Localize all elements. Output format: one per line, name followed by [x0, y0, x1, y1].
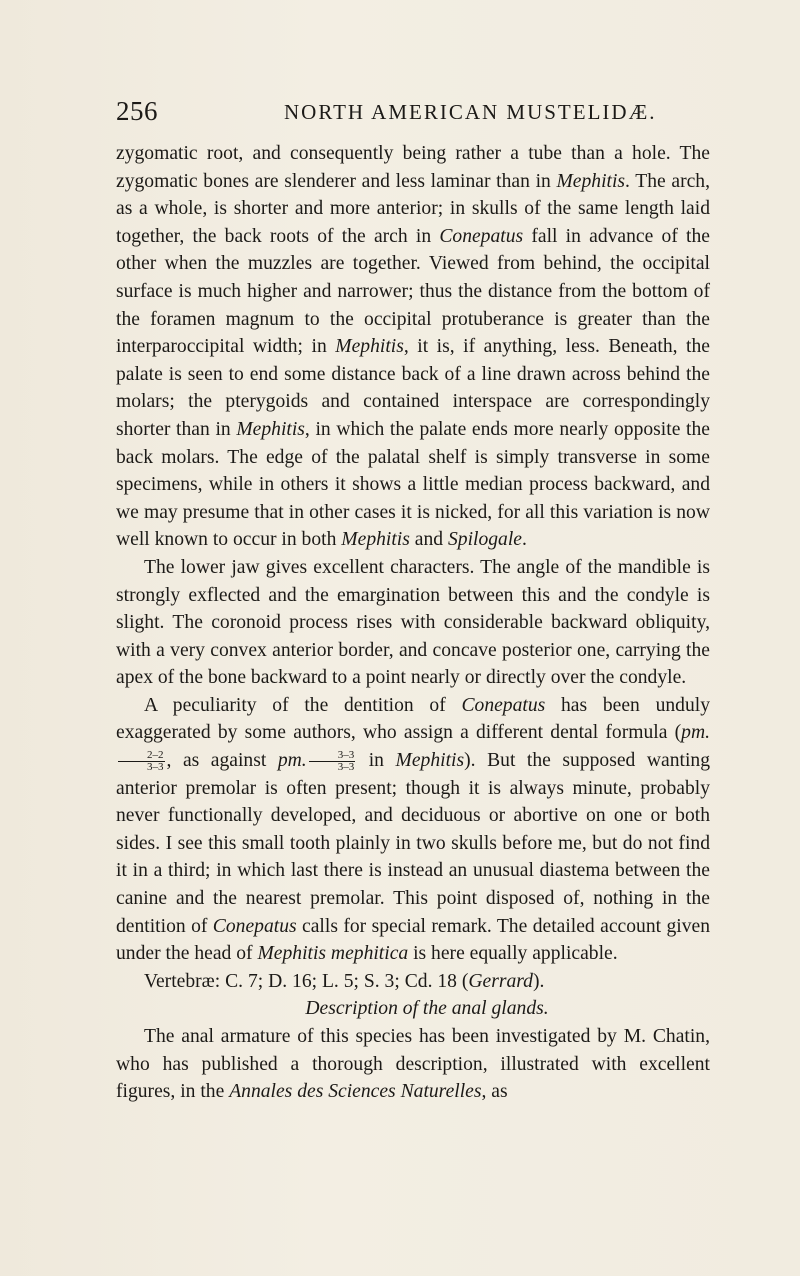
running-head: NORTH AMERICAN MUSTELIDÆ.	[284, 100, 657, 124]
dental-formula-fraction: $\frac{2-2}{3-3}$	[118, 750, 165, 773]
paragraph-anal-glands: The anal armature of this species has been investigated by M. Chatin, who has published a thorough description, illustrated with excellent figures, in the Annales des Sciences Naturelles, as	[116, 1026, 710, 1103]
paragraph-vertebrae: Vertebræ: C. 7; D. 16; L. 5; S. 3; Cd. 18 (Gerrard).	[144, 970, 545, 992]
page-header	[116, 96, 702, 130]
paragraph-dentition: A peculiarity of the dentition of Conepatus has been unduly exaggerated by some authors, who assign a different dental formula (pm. $\frac{2-2}{3-3}$ , as against pm. $\frac{3-3}{3-3}$ in Mephitis). But the supposed wanting anterior premolar is often present; though it is always minute, probably never functionally developed, and deciduous or abortive on one or both sides. I see this small tooth plainly in two skulls before me, but do not find it in a third; in which last there is instead an unusual diastema between the canine and the nearest premolar. This point disposed of, nothing in the dentition of Conepatus calls for special remark. The detailed account given under the head of Mephitis mephitica is here equally applicable.	[116, 694, 710, 965]
paragraph-lower-jaw: The lower jaw gives excellent characters. The angle of the mandible is strongly exflected and the emargination between this and the condyle is slight. The coronoid process rises with considerable backward obliquity, with a very convex anterior border, and concave posterior one, carrying the apex of the bone backward to a point nearly or directly over the condyle.	[116, 556, 710, 689]
dental-formula-fraction: $\frac{3-3}{3-3}$	[309, 750, 356, 773]
section-heading: Description of the anal glands.	[305, 998, 549, 1020]
paragraph-skull: zygomatic root, and consequently being rather a tube than a hole. The zygomatic bones are slenderer and less laminar than in Mephitis. The arch, as a whole, is shorter and more anterior; in skulls of the same length laid together, the back roots of the arch in Conepatus fall in advance of the other when the muzzles are together. Viewed from behind, the occipital surface is much higher and narrower; thus the distance from the bottom of the foramen magnum to the occipital protuberance is greater than the interparoccipital width; in Mephitis, it is, if anything, less. Beneath, the palate is seen to end some distance back of a line drawn across behind the molars; the pterygoids and contained interspace are correspondingly shorter than in Mephitis, in which the palate ends more nearly opposite the back molars. The edge of the palatal shelf is simply transverse in some specimens, while in others it shows a little median process backward, and we may presume that in other cases it is nicked, for all this variation is now well known to occur in both Mephitis and Spilogale.	[116, 143, 710, 551]
page-number: 256	[116, 96, 158, 126]
body-text	[116, 140, 710, 1106]
